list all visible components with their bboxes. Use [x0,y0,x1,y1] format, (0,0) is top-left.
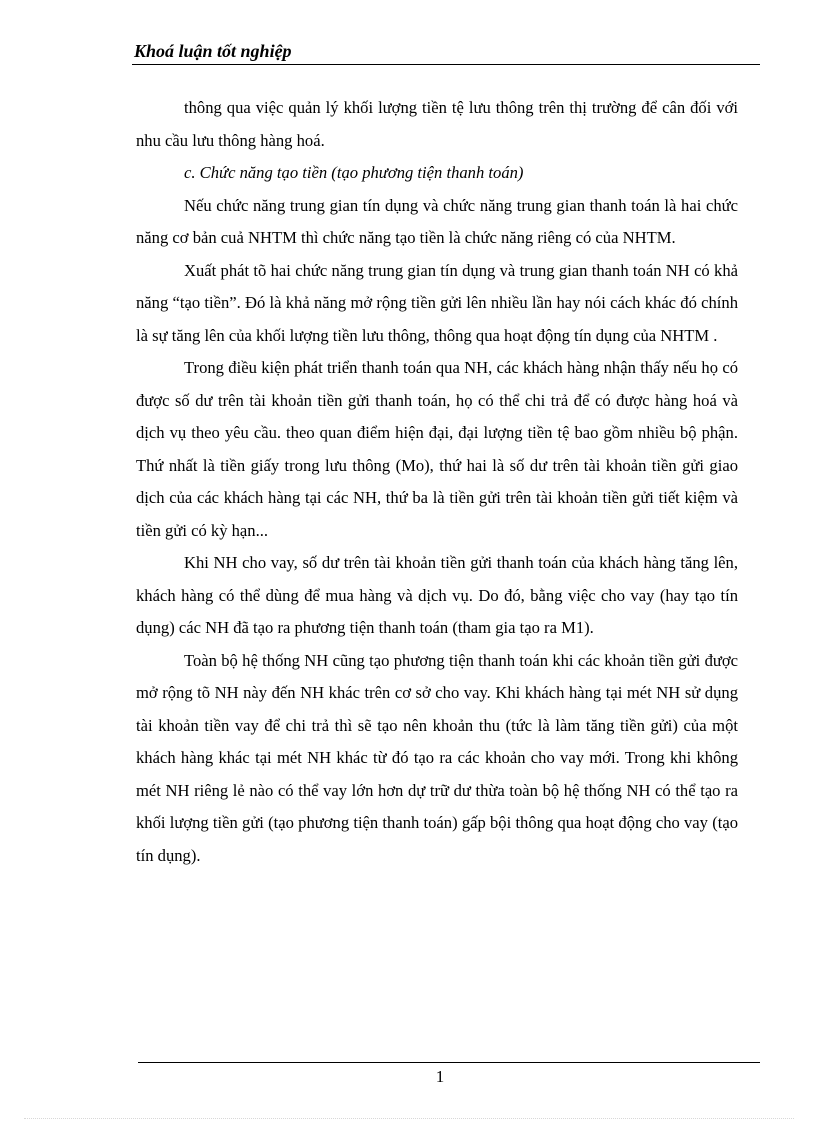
paragraph: Nếu chức năng trung gian tín dụng và chức năng trung gian thanh toán là hai chức năng cơ bản cuả NHTM thì chức năng tạo tiền là chức năng riêng có của NHTM. [136,195,738,247]
page-edge-divider [24,1118,794,1119]
page-number: 1 [435,1067,445,1086]
paragraph: Trong điều kiện phát triển thanh toán qua NH, các khách hàng nhận thấy nếu họ có được số dư trên tài khoản tiền gửi thanh toán, họ có thể chi trả để có được hàng hoá và dịch vụ theo yêu cầu. theo quan điểm hiện đại, đại lượng tiền tệ bao gồm nhiều bộ phận. Thứ nhất là tiền giấy trong lưu thông (Mo), thứ hai là số dư trên tài khoản tiền gửi giao dịch của các khách hàng tại các NH, thứ ba là tiền gửi trên tài khoản tiền gửi tiết kiệm và tiền gửi có kỳ hạn... [136,358,738,540]
page-header [132,40,760,65]
section-subheading: c. Chức năng tạo tiền (tạo phương tiện thanh toán) [184,163,524,182]
paragraph: Xuất phát tõ hai chức năng trung gian tín dụng và trung gian thanh toán NH có khả năng “tạo tiền”. Đó là khả năng mở rộng tiền gửi lên nhiều lần hay nói cách khác đó chính là sự tăng lên của khối lượng tiền lưu thông, thông qua hoạt động tín dụng của NHTM . [136,260,738,345]
footer-divider [138,1062,760,1063]
paragraph: thông qua việc quản lý khối lượng tiền tệ lưu thông trên thị trường để cân đối với nhu cầu lưu thông hàng hoá. [136,98,738,150]
paragraph: Khi NH cho vay, số dư trên tài khoản tiền gửi thanh toán của khách hàng tăng lên, khách hàng có thể dùng để mua hàng và dịch vụ. Do đó, bằng việc cho vay (hay tạo tín dụng) các NH đã tạo ra phương tiện thanh toán (tham gia tạo ra M1). [136,553,738,637]
document-body [136,92,738,872]
header-title: Khoá luận tốt nghiệp [134,41,292,61]
paragraph: Toàn bộ hệ thống NH cũng tạo phương tiện thanh toán khi các khoản tiền gửi được mở rộng tõ NH này đến NH khác trên cơ sở cho vay. Khi khách hàng tại mét NH sử dụng tài khoản tiền vay để chi trả thì sẽ tạo nên khoản thu (tức là làm tăng tiền gửi) của một khách hàng khác tại mét NH khác từ đó tạo ra các khoản cho vay mới. Trong khi không mét NH riêng lẻ nào có thể vay lớn hơn dự trữ dư thừa toàn bộ hệ thống NH có thể tạo ra khối lượng tiền gửi (tạo phương tiện thanh toán) gấp bội thông qua hoạt động cho vay (tạo tín dụng). [136,650,738,865]
